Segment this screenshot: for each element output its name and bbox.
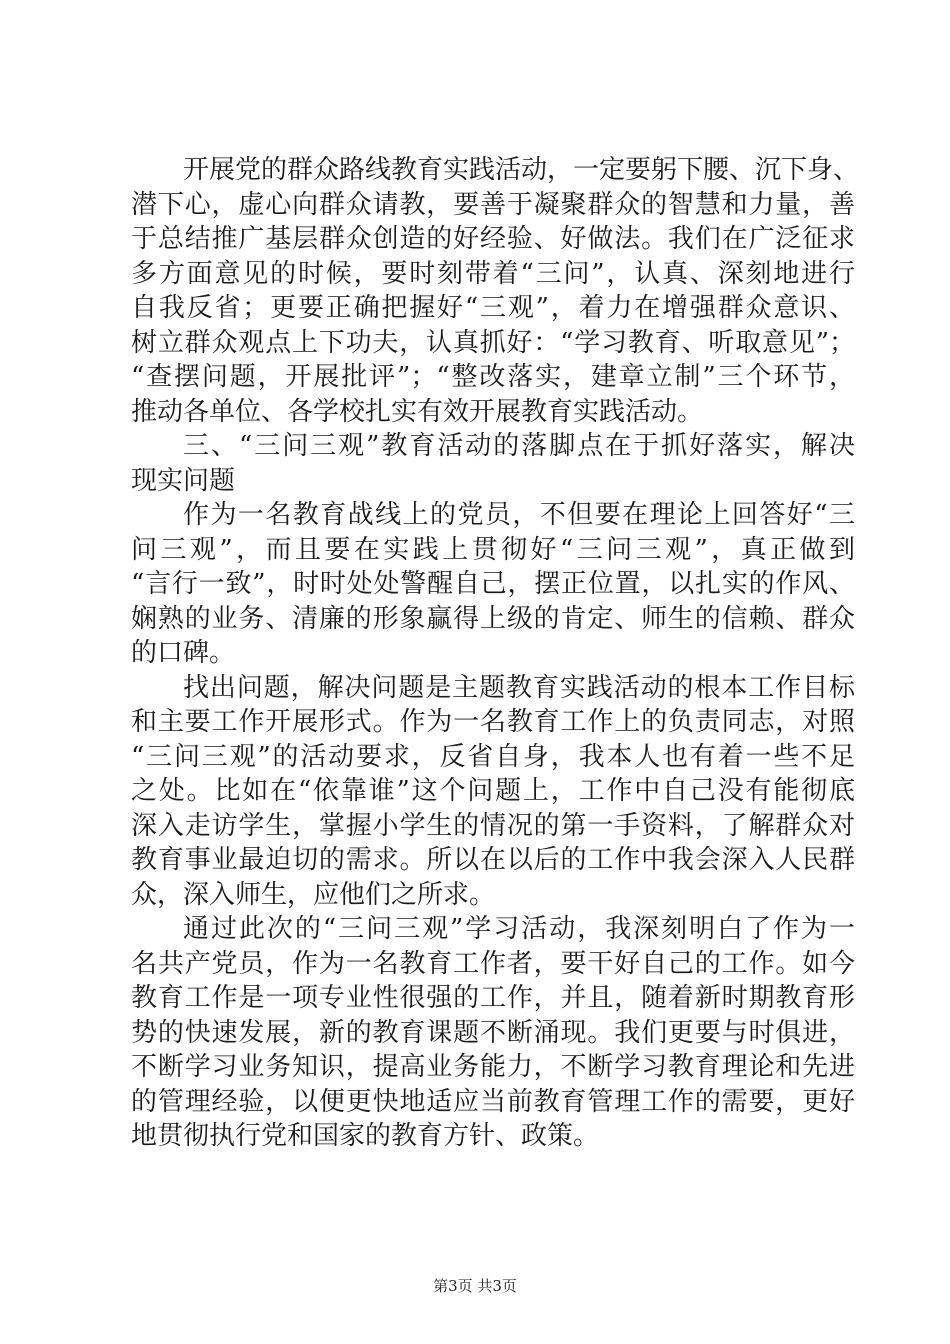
page-footer xyxy=(0,1276,950,1296)
text-line: 势的快速发展，新的教育课题不断涌现。我们更要与时俱进， xyxy=(131,1017,855,1048)
text-line: 自我反省；更要正确把握好“三观”，着力在增强群众意识、 xyxy=(131,293,855,323)
text-line: 的口碑。 xyxy=(131,638,236,668)
text-line: 开展党的群众路线教育实践活动，一定要躬下腰、沉下身、 xyxy=(183,155,860,185)
text-line: 作为一名教育战线上的党员，不但要在理论上回答好“三 xyxy=(183,500,855,530)
text-line: “言行一致”，时时处处警醒自己，摆正位置，以扎实的作风、 xyxy=(131,569,855,599)
text-line: 娴熟的业务、清廉的形象赢得上级的肯定、师生的信赖、群众 xyxy=(131,603,855,634)
text-line: 众，深入师生，应他们之所求。 xyxy=(131,879,496,910)
document-body xyxy=(131,153,860,1154)
text-line: 找出问题，解决问题是主题教育实践活动的根本工作目标 xyxy=(183,672,855,703)
text-line: 教育工作是一项专业性很强的工作，并且，随着新时期教育形 xyxy=(131,983,855,1013)
text-line: 名共产党员，作为一名教育工作者，要干好自己的工作。如今 xyxy=(131,948,855,979)
text-line: 通过此次的“三问三观”学习活动，我深刻明白了作为一 xyxy=(183,914,855,944)
text-line: 教育事业最迫切的需求。所以在以后的工作中我会深入人民群 xyxy=(131,845,855,875)
text-line: “三问三观”的活动要求，反省自身，我本人也有着一些不足 xyxy=(131,741,855,772)
text-line: 潜下心，虚心向群众请教，要善于凝聚群众的智慧和力量，善 xyxy=(131,189,855,220)
text-line: “查摆问题，开展批评”；“整改落实，建章立制”三个环节， xyxy=(131,362,855,392)
text-line: 之处。比如在“依靠谁”这个问题上，工作中自己没有能彻底 xyxy=(131,776,855,806)
text-line: 问三观”，而且要在实践上贯彻好“三问三观”，真正做到 xyxy=(131,534,855,565)
text-line: 不断学习业务知识，提高业务能力，不断学习教育理论和先进 xyxy=(131,1052,855,1082)
text-line: 的管理经验，以便更快地适应当前教育管理工作的需要，更好 xyxy=(131,1086,855,1117)
text-line: 和主要工作开展形式。作为一名教育工作上的负责同志，对照 xyxy=(131,707,855,737)
text-line: 推动各单位、各学校扎实有效开展教育实践活动。 xyxy=(131,396,704,427)
text-line: 多方面意见的时候，要时刻带着“三问”，认真、深刻地进行 xyxy=(131,258,855,289)
text-line: 深入走访学生，掌握小学生的情况的第一手资料，了解群众对 xyxy=(131,810,855,841)
text-line: 现实问题 xyxy=(131,465,236,496)
text-line: 于总结推广基层群众创造的好经验、好做法。我们在广泛征求 xyxy=(131,224,855,254)
text-line: 树立群众观点上下功夫，认真抓好：“学习教育、听取意见”； xyxy=(131,327,855,358)
text-line: 地贯彻执行党和国家的教育方针、政策。 xyxy=(131,1121,600,1151)
text-line: 三、“三问三观”教育活动的落脚点在于抓好落实，解决 xyxy=(183,431,855,461)
page-number-label: 第3页 共3页 xyxy=(433,1277,517,1295)
